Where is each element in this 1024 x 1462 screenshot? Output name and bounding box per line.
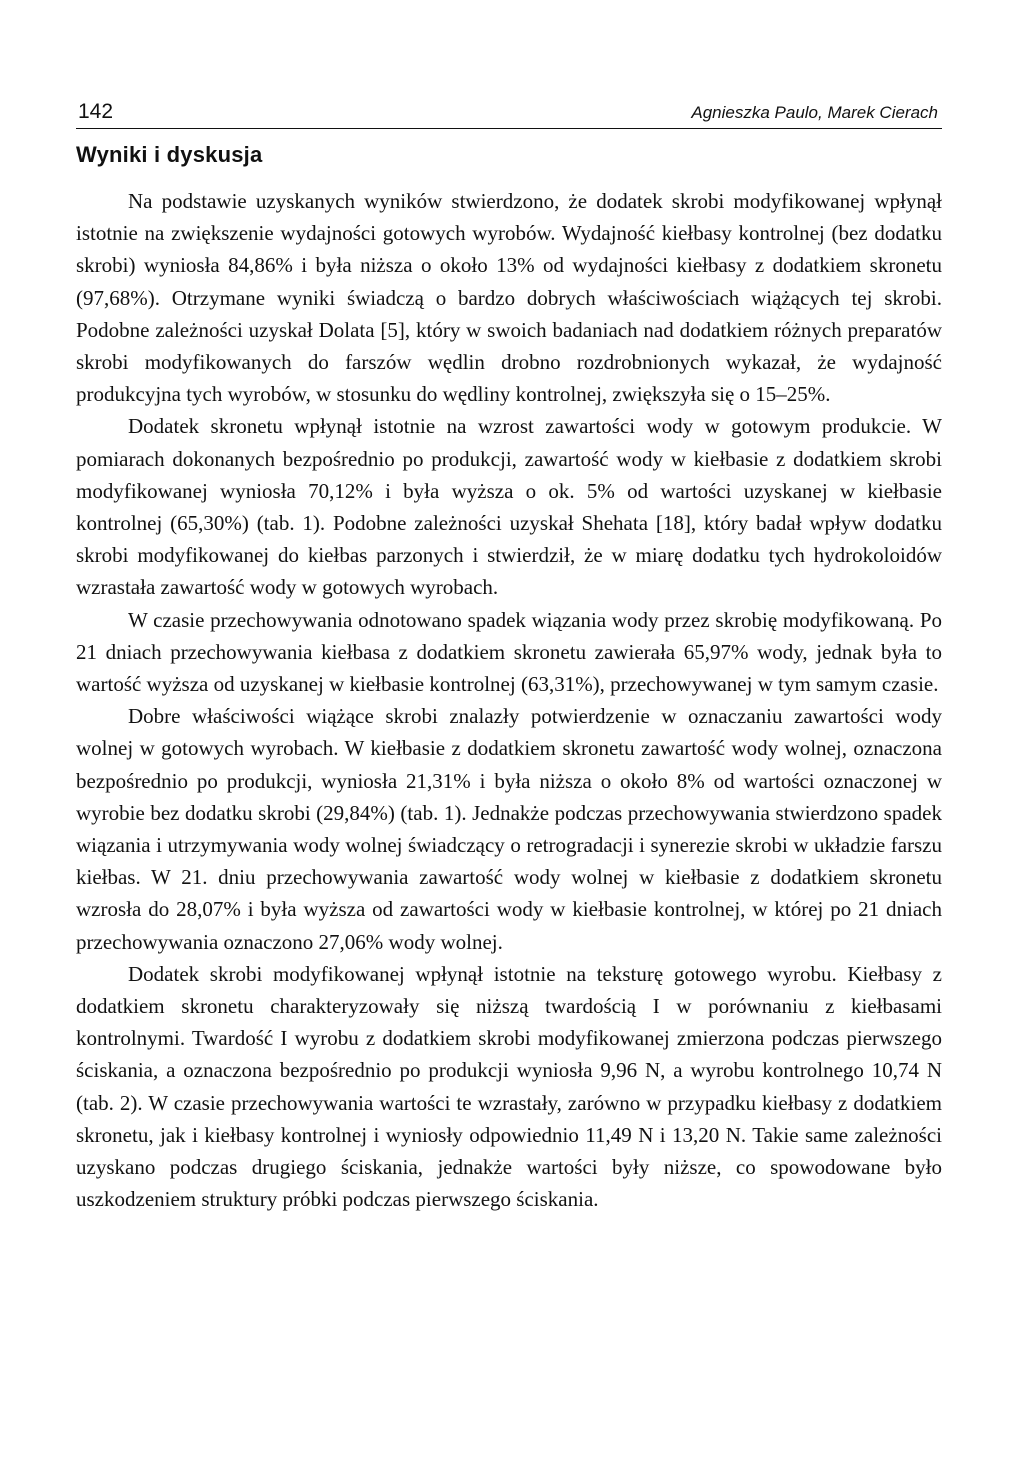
paragraph-5: Dodatek skrobi modyfikowanej wpłynął istotnie na teksturę gotowego wyrobu. Kiełbasy z dodatkiem skronetu charakteryzowały się niższą twardością I w porównaniu z kiełbasami kontrolnymi. Twardość I wyrobu z dodatkiem skrobi modyfikowanej zmierzona podczas pierwszego ściskania, a oznaczona bezpośrednio po produkcji wyniosła 9,96 N, a wyrobu kontrolnego 10,74 N (tab. 2). W czasie przechowywania wartości te wzrastały, zarówno w przypadku kiełbasy z dodatkiem skronetu, jak i kiełbasy kontrolnej i wyniosły odpowiednio 11,49 N i 13,20 N. Takie same zależności uzyskano podczas drugiego ściskania, jednakże wartości były niższe, co spowodowane było uszkodzeniem struktury próbki podczas pierwszego ściskania. bbox=[76, 961, 942, 1212]
paragraph-1: Na podstawie uzyskanych wyników stwierdzono, że dodatek skrobi modyfikowanej wpłynął istotnie na zwiększenie wydajności gotowych wyrobów. Wydajność kiełbasy kontrolnej (bez dodatku skrobi) wyniosła 84,86% i była niższa o około 13% od wydajności kiełbasy z dodatkiem skronetu (97,68%). Otrzymane wyniki świadczą o bardzo dobrych właściwościach wiążących tej skrobi. Podobne zależności uzyskał Dolata [5], który w swoich badaniach nad dodatkiem różnych preparatów skrobi modyfikowanych do farszów wędlin drobno rozdrobnionych wykazał, że wydajność produkcyjna tych wyrobów, w stosunku do wędliny kontrolnej, zwiększyła się o 15–25%. bbox=[76, 189, 942, 407]
running-header bbox=[76, 96, 942, 129]
paragraph-4: Dobre właściwości wiążące skrobi znalazły potwierdzenie w oznaczaniu zawartości wody wolnej w gotowych wyrobach. W kiełbasie z dodatkiem skronetu zawartość wody wolnej, oznaczona bezpośrednio po produkcji, wyniosła 21,31% i była niższa o około 8% od wartości oznaczonej w wyrobie bez dodatku skrobi (29,84%) (tab. 1). Jednakże podczas przechowywania stwierdzono spadek wiązania i utrzymywania wody wolnej świadczący o retrogradacji i synerezie skrobi w układzie farszu kiełbas. W 21. dniu przechowywania zawartość wody wolnej w kiełbasie z dodatkiem skronetu wzrosła do 28,07% i była wyższa od zawartości wody w kiełbasie kontrolnej, w której po 21 dniach przechowywania oznaczono 27,06% wody wolnej. bbox=[76, 704, 942, 954]
section-title: Wyniki i dyskusja bbox=[76, 142, 263, 167]
paragraph-3: W czasie przechowywania odnotowano spadek wiązania wody przez skrobię modyfikowaną. Po 21 dniach przechowywania kiełbasa z dodatkiem skronetu zawierała 65,97% wody, jednak była to wartość wyższa od uzyskanej w kiełbasie kontrolnej (63,31%), przechowywanej w tym samym czasie. bbox=[76, 607, 942, 697]
page-number: 142 bbox=[78, 100, 114, 123]
body-text bbox=[76, 185, 942, 1216]
running-head-authors: Agnieszka Paulo, Marek Cierach bbox=[691, 103, 938, 122]
page bbox=[76, 96, 942, 1216]
paragraph-2: Dodatek skronetu wpłynął istotnie na wzrost zawartości wody w gotowym produkcie. W pomiarach dokonanych bezpośrednio po produkcji, zawartość wody w kiełbasie z dodatkiem skrobi modyfikowanej wyniosła 70,12% i była wyższa o ok. 5% od wartości uzyskanej w kiełbasie kontrolnej (65,30%) (tab. 1). Podobne zależności uzyskał Shehata [18], który badał wpływ dodatku skrobi modyfikowanej do kiełbas parzonych i stwierdził, że w miarę dodatku tych hydrokoloidów wzrastała zawartość wody w gotowych wyrobach. bbox=[76, 414, 942, 600]
